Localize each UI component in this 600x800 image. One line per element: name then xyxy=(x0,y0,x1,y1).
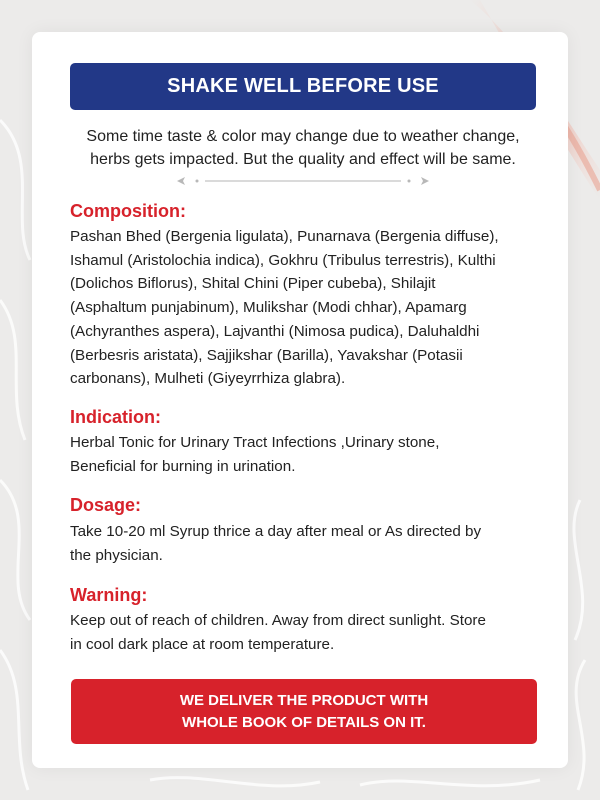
shake-well-text: SHAKE WELL BEFORE USE xyxy=(167,75,439,97)
dosage-line: Take 10-20 ml Syrup thrice a day after meal or As directed by xyxy=(70,523,482,540)
indication-line: Herbal Tonic for Urinary Tract Infections ,Urinary stone, xyxy=(70,434,440,451)
dosage-line: the physician. xyxy=(70,546,163,564)
notice-line: herbs gets impacted. But the quality and effect will be same. xyxy=(90,151,516,168)
delivery-banner xyxy=(71,679,537,744)
delivery-banner-line: WHOLE BOOK OF DETAILS ON IT. xyxy=(182,713,426,731)
dosage-heading: Dosage: xyxy=(70,495,142,515)
dosage-text xyxy=(70,520,540,567)
composition-line: (Achyranthes aspera), Lajvanthi (Nimosa pudica), Daluhaldhi xyxy=(70,322,480,340)
composition-line: Pashan Bhed (Bergenia ligulata), Punarnava (Bergenia diffuse), xyxy=(70,228,499,245)
composition-text xyxy=(70,225,540,391)
ornamental-divider-icon xyxy=(175,174,431,188)
composition-line: carbonans), Mulheti (Giyeyrrhiza glabra). xyxy=(70,370,346,388)
weather-notice xyxy=(60,125,546,171)
composition-heading: Composition: xyxy=(70,201,186,221)
notice-line: Some time taste & color may change due to weather change, xyxy=(86,128,520,145)
indication-text xyxy=(70,431,540,478)
shake-well-banner xyxy=(70,63,536,110)
warning-line: Keep out of reach of children. Away from direct sunlight. Store xyxy=(70,612,486,629)
delivery-banner-line: WE DELIVER THE PRODUCT WITH xyxy=(179,691,429,709)
warning-heading: Warning: xyxy=(70,585,148,605)
warning-line: in cool dark place at room temperature. xyxy=(70,635,335,653)
composition-line: (Berbesris aristata), Sajjikshar (Barilla), Yavakshar (Potasii xyxy=(70,346,463,364)
composition-line: Ishamul (Aristolochia indica), Gokhru (Tribulus terrestris), Kulthi xyxy=(70,251,496,269)
composition-line: (Dolichos Biflorus), Shital Chini (Piper cubeba), Shilajit xyxy=(70,275,436,293)
warning-text xyxy=(70,609,540,656)
composition-line: (Asphaltum punjabinum), Mulikshar (Modi chhar), Apamarg xyxy=(70,299,467,317)
indication-heading: Indication: xyxy=(70,407,161,427)
indication-line: Beneficial for burning in urination. xyxy=(70,457,296,475)
